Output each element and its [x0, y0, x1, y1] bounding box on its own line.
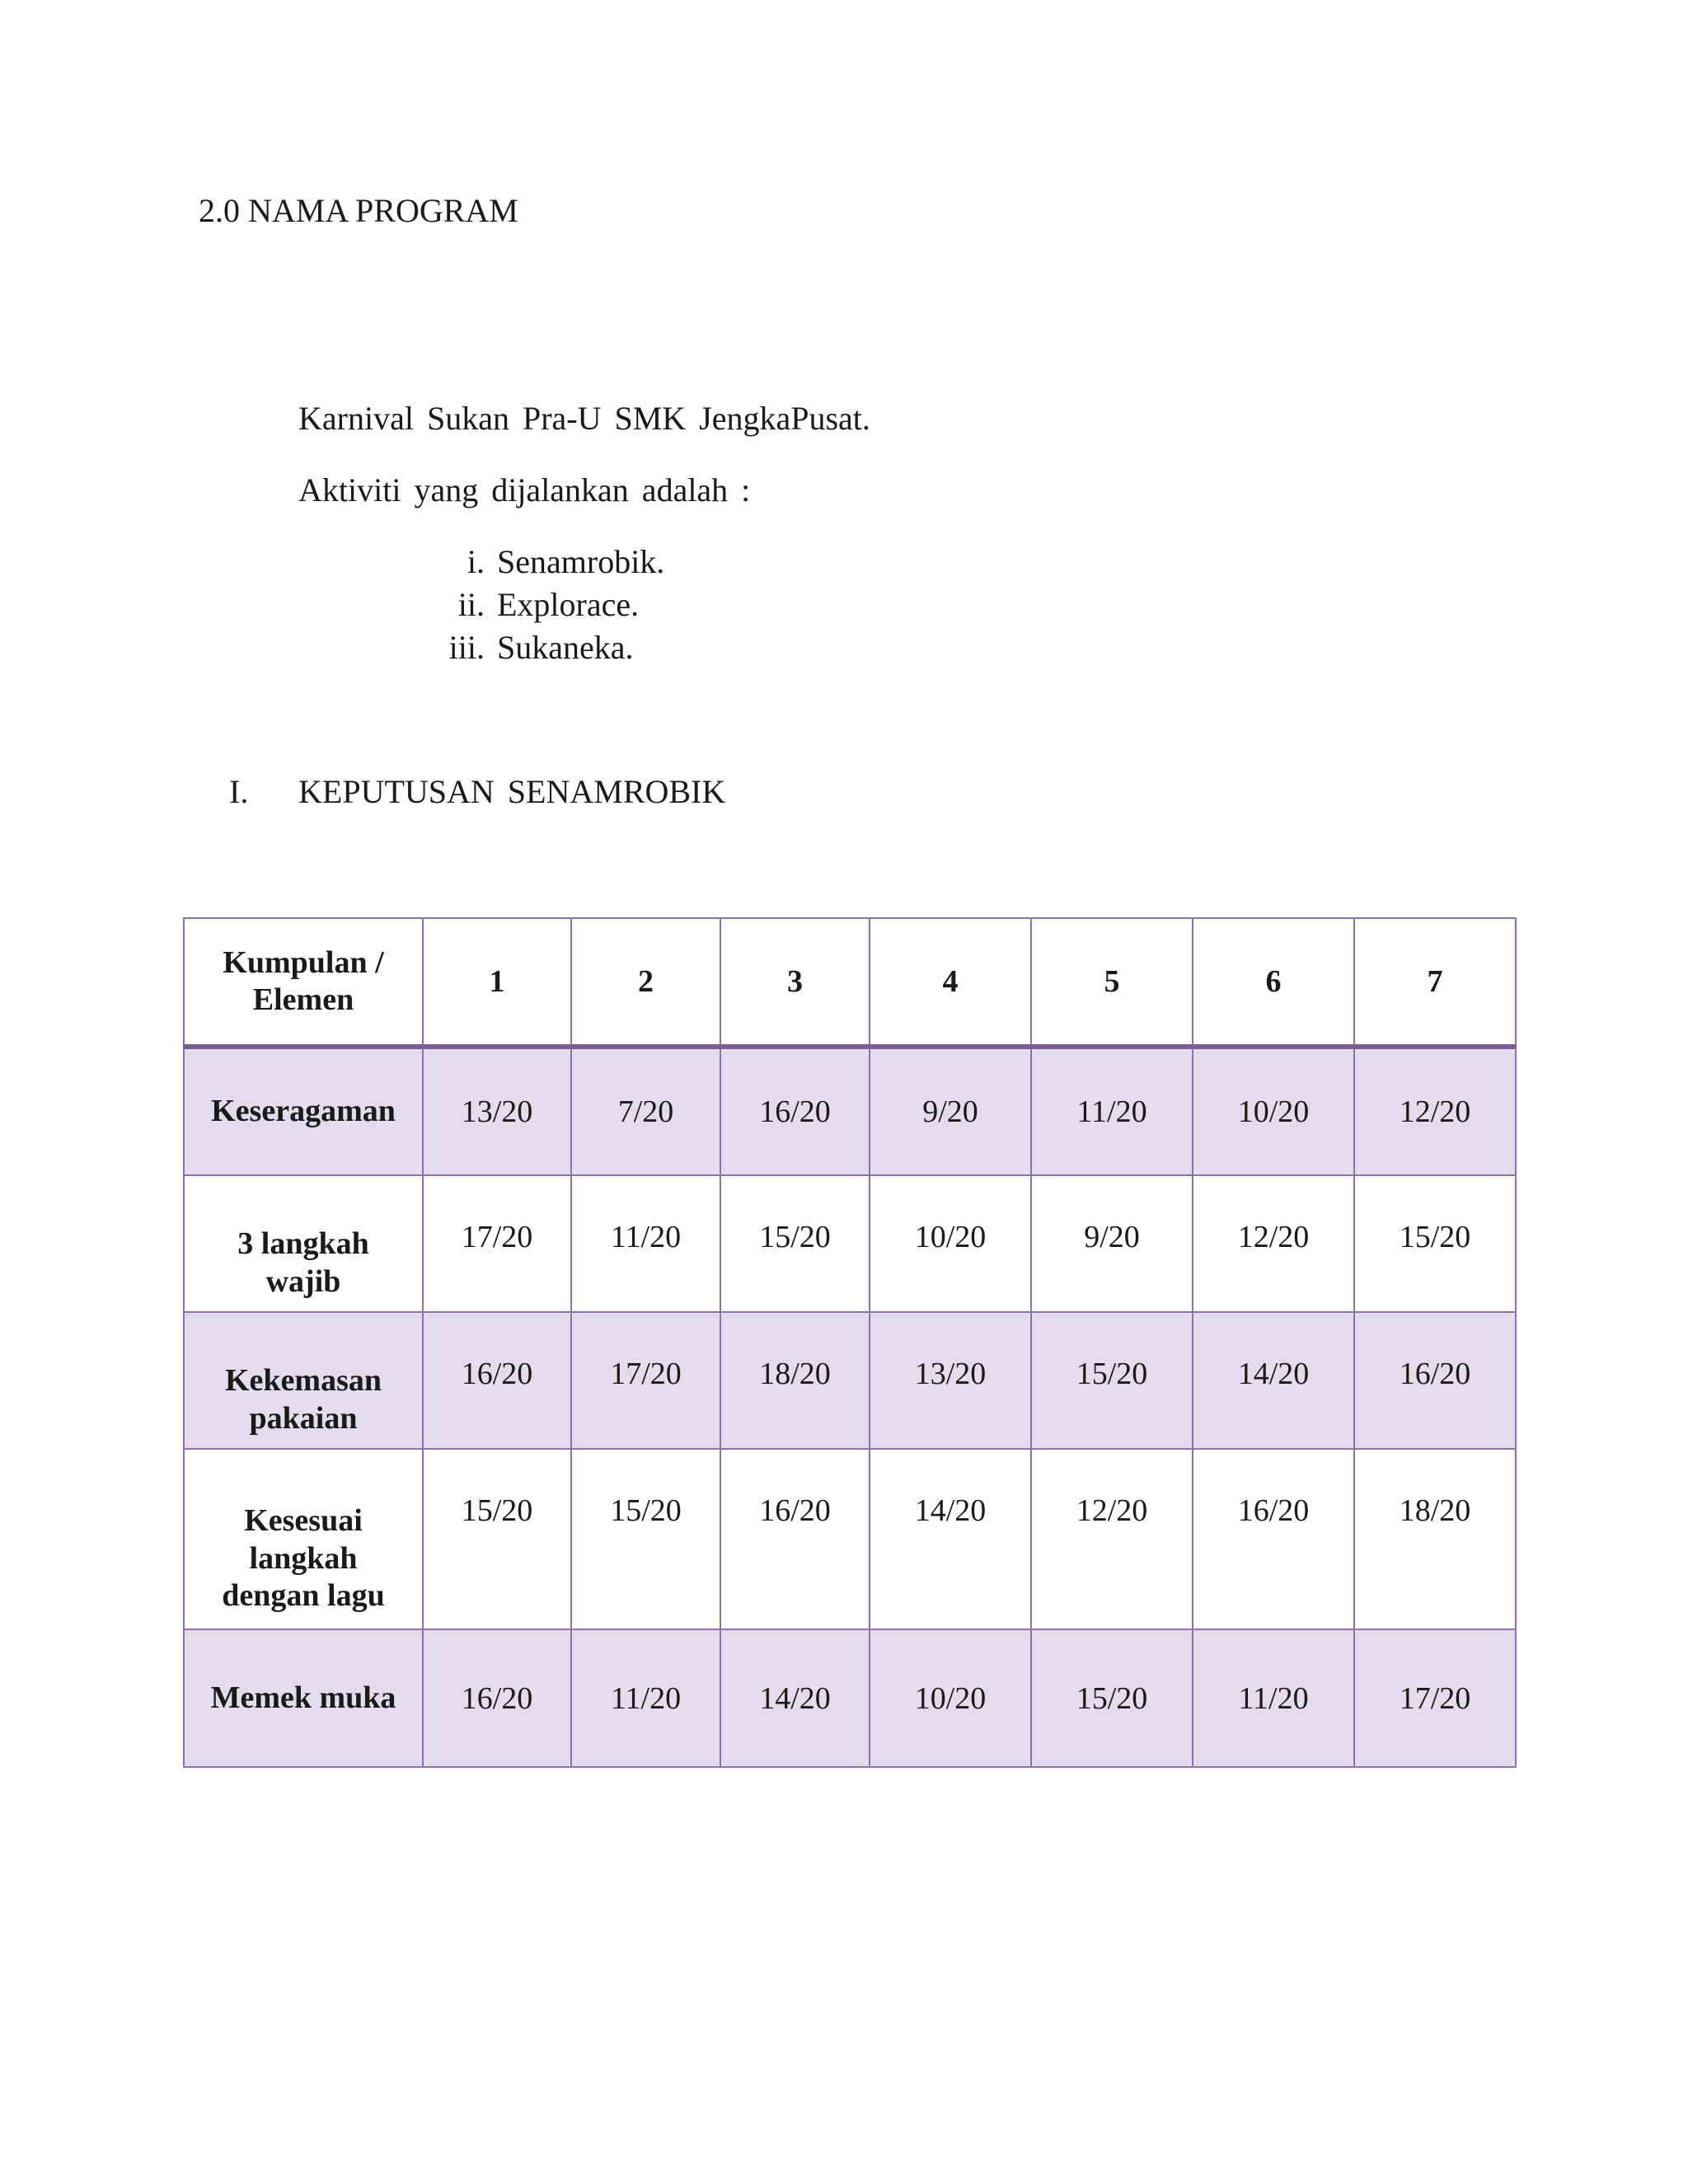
score-cell: 9/20 — [1031, 1175, 1193, 1312]
table-row — [184, 1175, 1516, 1312]
score-cell: 16/20 — [1193, 1449, 1354, 1629]
group-header: 1 — [423, 918, 571, 1047]
score-cell: 13/20 — [423, 1047, 571, 1175]
score-cell: 12/20 — [1031, 1449, 1193, 1629]
activities-intro: Aktiviti yang dijalankan adalah : — [298, 471, 751, 509]
element-label — [184, 1629, 423, 1767]
corner-header — [184, 918, 423, 1047]
score-cell: 18/20 — [1354, 1449, 1516, 1629]
group-header: 3 — [720, 918, 870, 1047]
list-item-number: ii. — [457, 586, 485, 623]
table-row — [184, 1047, 1516, 1175]
score-cell: 15/20 — [1354, 1175, 1516, 1312]
group-header: 7 — [1354, 918, 1516, 1047]
element-label-text: Kekemasan pakaian — [225, 1363, 382, 1436]
score-cell: 16/20 — [423, 1629, 571, 1767]
score-cell: 16/20 — [423, 1312, 571, 1449]
score-cell: 17/20 — [423, 1175, 571, 1312]
element-label — [184, 1449, 423, 1629]
list-item-text: Explorace. — [497, 586, 640, 623]
element-label — [184, 1047, 423, 1175]
scores-table — [183, 917, 1517, 1768]
element-label — [184, 1312, 423, 1449]
list-item-text: Senamrobik. — [497, 543, 665, 580]
score-cell: 14/20 — [720, 1629, 870, 1767]
element-label-text: 3 langkah wajib — [237, 1226, 369, 1299]
score-cell: 15/20 — [1031, 1312, 1193, 1449]
score-cell: 17/20 — [571, 1312, 720, 1449]
element-label-text: Memek muka — [210, 1680, 396, 1715]
table-row — [184, 1629, 1516, 1767]
list-item-text: Sukaneka. — [497, 629, 634, 666]
table-header-row — [184, 918, 1516, 1047]
score-cell: 13/20 — [870, 1312, 1031, 1449]
group-header: 4 — [870, 918, 1031, 1047]
program-name: Karnival Sukan Pra-U SMK JengkaPusat. — [298, 400, 870, 437]
table-row — [184, 1449, 1516, 1629]
element-label — [184, 1175, 423, 1312]
score-cell: 11/20 — [571, 1629, 720, 1767]
score-cell: 16/20 — [720, 1449, 870, 1629]
score-cell: 14/20 — [870, 1449, 1031, 1629]
table-row — [184, 1312, 1516, 1449]
element-label-text: Kesesuai langkah dengan lagu — [222, 1503, 385, 1614]
score-cell: 11/20 — [571, 1175, 720, 1312]
score-cell: 15/20 — [571, 1449, 720, 1629]
element-label-text: Keseragaman — [211, 1094, 396, 1129]
score-cell: 11/20 — [1031, 1047, 1193, 1175]
corner-header-text: Kumpulan / Elemen — [223, 945, 384, 1017]
list-item-number: iii. — [448, 629, 485, 666]
score-cell: 9/20 — [870, 1047, 1031, 1175]
score-cell: 14/20 — [1193, 1312, 1354, 1449]
score-cell: 15/20 — [1031, 1629, 1193, 1767]
group-header: 5 — [1031, 918, 1193, 1047]
score-cell: 16/20 — [1354, 1312, 1516, 1449]
score-cell: 11/20 — [1193, 1629, 1354, 1767]
section-title: 2.0 NAMA PROGRAM — [199, 192, 518, 229]
group-header: 2 — [571, 918, 720, 1047]
score-cell: 10/20 — [870, 1175, 1031, 1312]
results-heading-number: I. — [229, 773, 249, 810]
score-cell: 18/20 — [720, 1312, 870, 1449]
score-cell: 10/20 — [870, 1629, 1031, 1767]
results-heading: KEPUTUSAN SENAMROBIK — [298, 773, 726, 810]
score-cell: 12/20 — [1354, 1047, 1516, 1175]
score-cell: 7/20 — [571, 1047, 720, 1175]
score-cell: 10/20 — [1193, 1047, 1354, 1175]
score-cell: 15/20 — [423, 1449, 571, 1629]
group-header: 6 — [1193, 918, 1354, 1047]
score-cell: 12/20 — [1193, 1175, 1354, 1312]
list-item-number: i. — [467, 543, 485, 580]
score-cell: 17/20 — [1354, 1629, 1516, 1767]
score-cell: 16/20 — [720, 1047, 870, 1175]
score-cell: 15/20 — [720, 1175, 870, 1312]
